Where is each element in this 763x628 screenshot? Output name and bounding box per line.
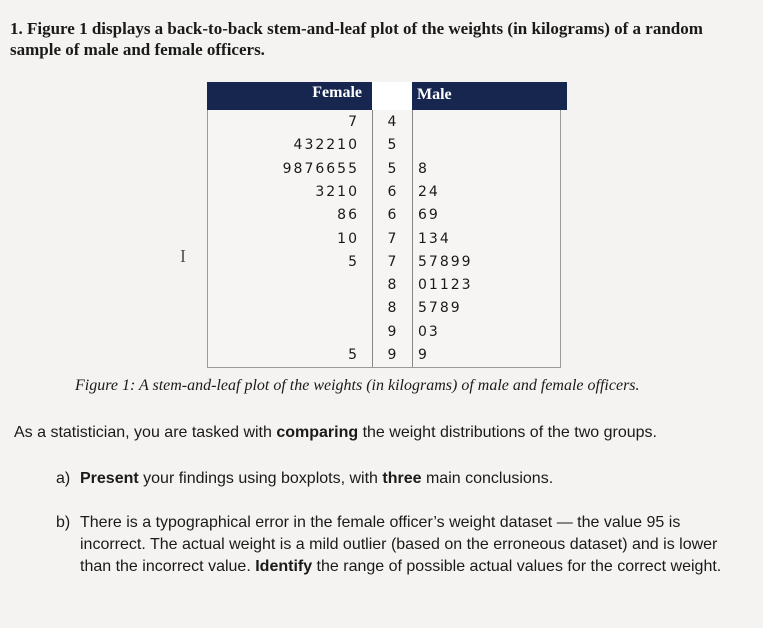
female-leaves: 5	[348, 347, 359, 363]
female-header: Female	[312, 84, 362, 101]
female-leaves: 7	[348, 114, 359, 130]
male-leaves: 03	[418, 323, 440, 340]
male-leaves: 5789	[418, 300, 462, 317]
plot-row	[207, 182, 567, 205]
question-prompt: Figure 1 displays a back-to-back stem-and-leaf plot of the weights (in kilograms) of a random sample of male and female officers.	[10, 19, 703, 59]
female-leaves: 3210	[315, 183, 359, 200]
task-text-before: As a statistician, you are tasked with	[14, 424, 277, 441]
part-b-text	[80, 512, 736, 578]
male-leaves: 01123	[418, 277, 473, 294]
stem-value: 5	[387, 137, 397, 154]
part-a-bold-three: three	[382, 470, 422, 487]
stem-and-leaf-plot	[207, 82, 567, 367]
part-a-label: a)	[56, 470, 71, 487]
plot-row	[207, 275, 567, 298]
stem-value: 5	[387, 160, 397, 177]
part-a-end: main conclusions.	[421, 470, 554, 487]
plot-row	[207, 135, 567, 158]
part-a-bold-present: Present	[80, 470, 139, 487]
stem-value: 8	[387, 300, 397, 317]
stem-header-cell	[372, 82, 412, 110]
plot-row	[207, 345, 567, 368]
stem-value: 6	[387, 183, 397, 200]
stem-value: 7	[387, 230, 397, 247]
female-leaves: 432210	[293, 137, 359, 154]
female-leaves: 10	[337, 230, 359, 247]
plot-row	[207, 205, 567, 228]
stem-value: 7	[387, 253, 397, 270]
stem-value: 6	[387, 207, 397, 224]
task-statement	[14, 424, 657, 442]
part-b-label: b)	[56, 514, 71, 531]
plot-row	[207, 159, 567, 182]
question-text	[10, 18, 750, 60]
male-leaves: 69	[418, 207, 440, 224]
stem-value: 9	[387, 323, 397, 340]
part-a	[56, 468, 736, 490]
plot-row	[207, 229, 567, 252]
plot-row	[207, 322, 567, 345]
figure-caption: Figure 1: A stem-and-leaf plot of the weights (in kilograms) of male and female officers.	[75, 377, 640, 394]
male-leaves: 8	[418, 160, 429, 177]
stem-value: 4	[387, 114, 397, 130]
plot-row	[207, 298, 567, 321]
stem-value: 9	[387, 347, 397, 363]
female-leaves: 9876655	[282, 160, 359, 177]
plot-row	[207, 252, 567, 275]
task-text-after: the weight distributions of the two groups.	[358, 424, 657, 441]
part-b-bold-identify: Identify	[255, 558, 313, 575]
part-b	[56, 512, 736, 578]
male-header: Male	[417, 86, 452, 103]
part-b-text-1: There is a typographical error in the female officer’s weight dataset — the value 95 is incorrect. The actual weight is a mild outlier (based on the erroneous dataset) and is lower than the incorrect value.	[80, 514, 718, 575]
female-leaves: 86	[337, 207, 359, 224]
part-b-text-2: the range of possible actual values for the correct weight.	[312, 558, 722, 575]
female-leaves: 5	[348, 253, 359, 270]
plot-row	[207, 112, 567, 135]
male-leaves: 134	[418, 230, 451, 247]
male-leaves: 9	[418, 347, 429, 363]
male-leaves: 24	[418, 183, 440, 200]
task-bold: comparing	[276, 424, 359, 441]
stem-value: 8	[387, 277, 397, 294]
text-cursor-icon: I	[180, 246, 186, 266]
part-a-mid: your findings using boxplots, with	[138, 470, 383, 487]
part-a-text	[80, 468, 736, 490]
male-leaves: 57899	[418, 253, 473, 270]
question-number: 1.	[10, 19, 23, 38]
